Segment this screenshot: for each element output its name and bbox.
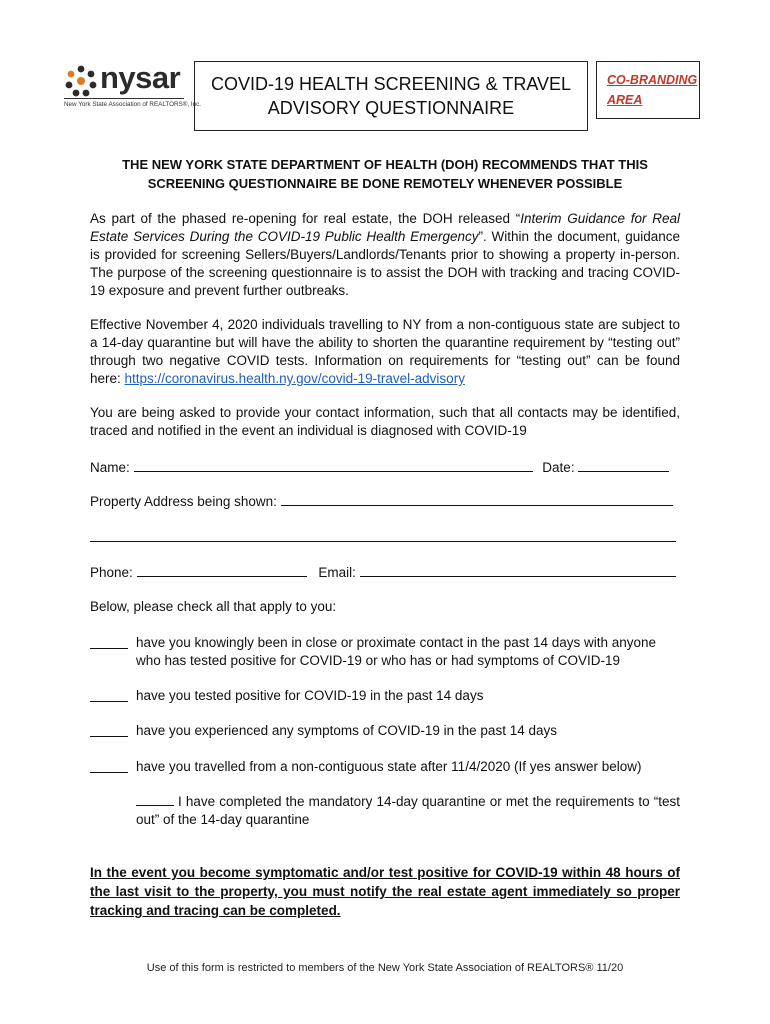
travel-advisory-link[interactable]: https://coronavirus.health.ny.gov/covid-19-travel-advisory — [124, 371, 465, 386]
contact-info-paragraph: You are being asked to provide your contact information, such that all contacts may be identified, traced and notified in the event an individual is diagnosed with COVID-19 — [90, 405, 680, 438]
property-address-row — [90, 492, 673, 511]
form-title-line1: COVID-19 HEALTH SCREENING & TRAVEL — [210, 74, 572, 94]
check-text-close-contact: have you knowingly been in close or proximate contact in the past 14 days with anyone who has tested positive for COVID-19 or who has or had symptoms of COVID-19 — [136, 635, 657, 668]
cobranding-line2: AREA — [607, 93, 643, 107]
date-field[interactable] — [578, 458, 669, 472]
check-intro: Below, please check all that apply to you: — [90, 599, 337, 614]
phone-email-row — [90, 563, 676, 582]
intro-text-after: ”. Within the document, guidance is provided for screening Sellers/Buyers/Landlords/Tenants prior to showing a property in-person. The purpose of the screening questionnaire is to assist the DOH with tracking and tracing COVID-19 exposure and prevent further outbreaks. — [90, 229, 680, 298]
phone-field[interactable] — [137, 563, 307, 577]
phone-label: Phone: — [90, 565, 133, 580]
property-address-field[interactable] — [281, 492, 673, 506]
check-blank-travel[interactable] — [90, 758, 128, 773]
cobranding-line1: CO-BRANDING — [607, 73, 698, 87]
nysar-logo-mark-icon — [64, 64, 98, 98]
sub-check-quarantine — [136, 793, 680, 829]
name-field[interactable] — [134, 458, 533, 472]
travel-advisory-paragraph — [90, 316, 680, 388]
logo-tagline: New York State Association of REALTORS®, Inc. — [64, 101, 202, 108]
name-label: Name: — [90, 460, 130, 475]
logo-divider — [64, 98, 184, 99]
name-date-row — [90, 458, 669, 477]
check-item-close-contact — [90, 634, 680, 670]
intro-text-before: As part of the phased re-opening for real estate, the DOH released “ — [90, 211, 521, 226]
check-blank-symptoms[interactable] — [90, 722, 128, 737]
form-title-line2: ADVISORY QUESTIONNAIRE — [267, 98, 515, 118]
check-text-symptoms: have you experienced any symptoms of COVID-19 in the past 14 days — [136, 723, 557, 738]
travel-advisory-text: Effective November 4, 2020 individuals travelling to NY from a non-contiguous state are subject to a 14-day quarantine but will have the ability to shorten the quarantine requirement by “testing out” through two negative COVID tests. Information on requirements for “testing out” can be found here: — [90, 317, 680, 386]
check-text-travel: have you travelled from a non-contiguous state after 11/4/2020 (If yes answer below) — [136, 759, 642, 774]
cobranding-area — [596, 61, 700, 119]
symptomatic-notice: In the event you become symptomatic and/or test positive for COVID-19 within 48 hours of the last visit to the property, you must notify the real estate agent immediately so proper tracking and tracing can be completed. — [90, 865, 680, 918]
cobranding-label — [607, 70, 697, 110]
intro-paragraph — [90, 210, 680, 300]
date-label: Date: — [542, 460, 575, 475]
form-title-box — [194, 61, 588, 131]
sub-check-blank-quarantine[interactable] — [136, 793, 174, 806]
property-address-label: Property Address being shown: — [90, 494, 277, 509]
footer-restriction: Use of this form is restricted to members of the New York State Association of REALTORS® 11/20 — [146, 962, 624, 974]
logo-wordmark: nysar — [100, 60, 181, 95]
email-label: Email: — [318, 565, 356, 580]
property-address-field-line2[interactable] — [90, 528, 676, 542]
check-text-tested-positive: have you tested positive for COVID-19 in the past 14 days — [136, 688, 484, 703]
sub-check-text-quarantine: I have completed the mandatory 14-day quarantine or met the requirements to “test out” of the 14-day quarantine — [136, 794, 680, 827]
guidance-document-title: Interim Guidance for Real Estate Services During the COVID-19 Public Health Emergency — [90, 211, 680, 244]
nysar-logo — [64, 60, 202, 112]
check-item-symptoms — [90, 722, 680, 740]
check-item-tested-positive — [90, 687, 680, 705]
email-field[interactable] — [360, 563, 676, 577]
property-address-row-2 — [90, 528, 676, 547]
check-blank-tested-positive[interactable] — [90, 687, 128, 702]
doh-recommendation-heading: THE NEW YORK STATE DEPARTMENT OF HEALTH (DOH) RECOMMENDS THAT THIS SCREENING QUESTIONNAIRE BE DONE REMOTELY WHENEVER POSSIBLE — [122, 157, 648, 191]
check-blank-close-contact[interactable] — [90, 634, 128, 649]
check-item-travel — [90, 758, 680, 776]
